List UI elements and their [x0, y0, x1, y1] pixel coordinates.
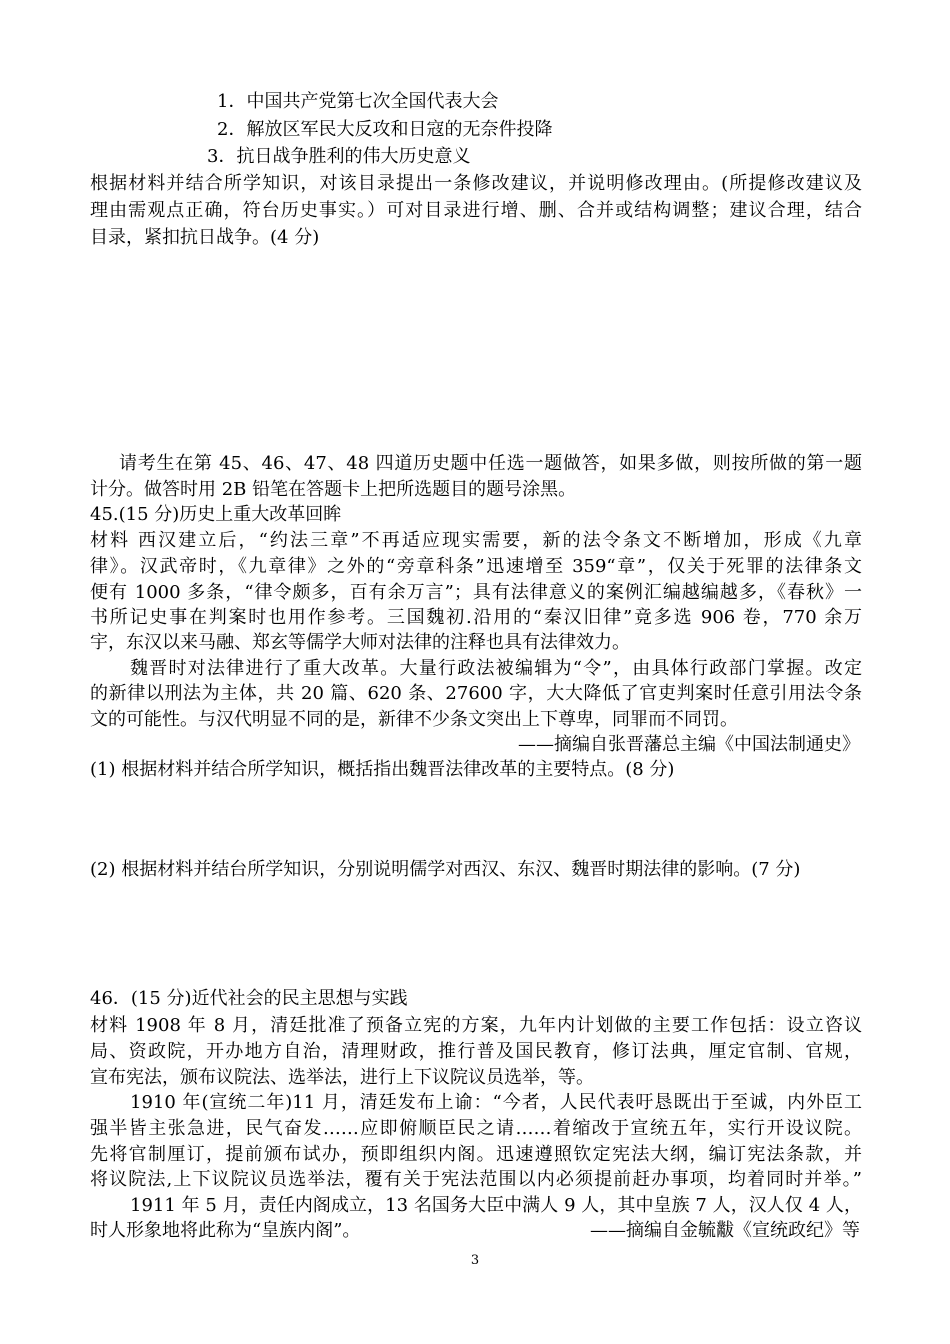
instruction-line: 请考生在第 45、46、47、48 四道历史题中任选一题做答，如果多做，则按所做的第一题	[119, 453, 862, 474]
q45-subquestion-1: (1) 根据材料并结合所学知识，概括指出魏晋法律改革的主要特点。(8 分)	[90, 759, 675, 780]
q46-material-line: 强半皆主张急进，民气奋发……应即俯顺臣民之请……着缩改于宣统五年，实行开设议院。	[90, 1118, 862, 1139]
q45-material-line: 材料 西汉建立后，“约法三章”不再适应现实需要，新的法令条文不断增加，形成《九章	[90, 530, 862, 551]
question-prompt-line: 理由需观点正确，符台历史事实。）可对目录进行增、删、合并或结构调整；建议合理，结合	[90, 200, 862, 221]
q46-material-line: 先将官制厘订，提前颁布试办，预即组织内阁。迅速遵照钦定宪法大纲，编订宪法条款，并	[90, 1144, 862, 1165]
q45-material-line: 便有 1000 多条，“律令颇多，百有余万言”；具有法律意义的案例汇编越编越多，《春秋》一	[90, 582, 862, 603]
page-number: 3	[470, 1253, 480, 1268]
q46-material-line: 局、资政院，开办地方自治，清理财政，推行普及国民教育，修订法典，厘定官制、官规，	[90, 1041, 862, 1062]
q46-material-line: 宣布宪法，颁布议院法、选举法，进行上下议院议员选举，等。	[90, 1067, 594, 1088]
q46-material-line: 1911 年 5 月，责任内阁成立，13 名国务大臣中满人 9 人，其中皇族 7 人，汉人仅 4 人，	[130, 1195, 862, 1216]
q46-material-line: 时人形象地将此称为“皇族内阁”。	[90, 1220, 361, 1241]
toc-item-3: 3．抗日战争胜利的伟大历史意义	[207, 146, 471, 167]
q46-material-line: 1910 年(宣统二年)11 月，清廷发布上谕：“今者，人民代表吁恳既出于至诚，内外臣工	[130, 1092, 862, 1113]
q45-material-line: 的新律以刑法为主体，共 20 篇、620 条、27600 字，大大降低了官吏判案时任意引用法令条	[90, 683, 862, 704]
q45-source: ——摘编自张晋藩总主编《中国法制通史》	[518, 734, 860, 755]
q46-source: ——摘编自金毓黻《宣统政纪》等	[590, 1220, 860, 1241]
q45-material-line: 魏晋时对法律进行了重大改革。大量行政法被编辑为“令”，由具体行政部门掌握。改定	[130, 658, 862, 679]
q45-material-line: 文的可能性。与汉代明显不同的是，新律不少条文突出上下尊卑，同罪而不同罚。	[90, 709, 738, 730]
question-45-title: 45.(15 分)历史上重大改革回眸	[90, 504, 342, 525]
question-46-title: 46．(15 分)近代社会的民主思想与实践	[90, 988, 408, 1009]
question-prompt-line: 根据材料并结合所学知识，对该目录提出一条修改建议，并说明修改理由。(所提修改建议及	[90, 173, 862, 194]
question-prompt-line: 目录，紧扣抗日战争。(4 分)	[90, 227, 320, 248]
instruction-line: 计分。做答时用 2B 铅笔在答题卡上把所选题目的题号涂黑。	[90, 479, 577, 500]
toc-item-2: 2．解放区军民大反攻和日寇的无奈件投降	[217, 119, 553, 140]
q45-material-line: 律》。汉武帝时，《九章律》之外的“旁章科条”迅速增至 359“章”，仅关于死罪的法律条文	[90, 556, 862, 577]
q45-subquestion-2: (2) 根据材料并结台所学知识，分别说明儒学对西汉、东汉、魏晋时期法律的影响。(7 分)	[90, 859, 801, 880]
q45-material-line: 书所记史事在判案时也用作参考。三国魏初.沿用的“秦汉旧律”竟多选 906 卷，770 余万	[90, 607, 862, 628]
q45-material-line: 宇，东汉以来马融、郑玄等儒学大师对法律的注释也具有法律效力。	[90, 632, 630, 653]
q46-material-line: 将议院法,上下议院议员选举法，覆有关于宪法范围以内必须提前赶办事项，均着同时并举。”	[90, 1169, 862, 1190]
q46-material-line: 材料 1908 年 8 月，清廷批准了预备立宪的方案，九年内计划做的主要工作包括：设立咨议	[90, 1015, 862, 1036]
toc-item-1: 1．中国共产党第七次全国代表大会	[217, 91, 499, 112]
